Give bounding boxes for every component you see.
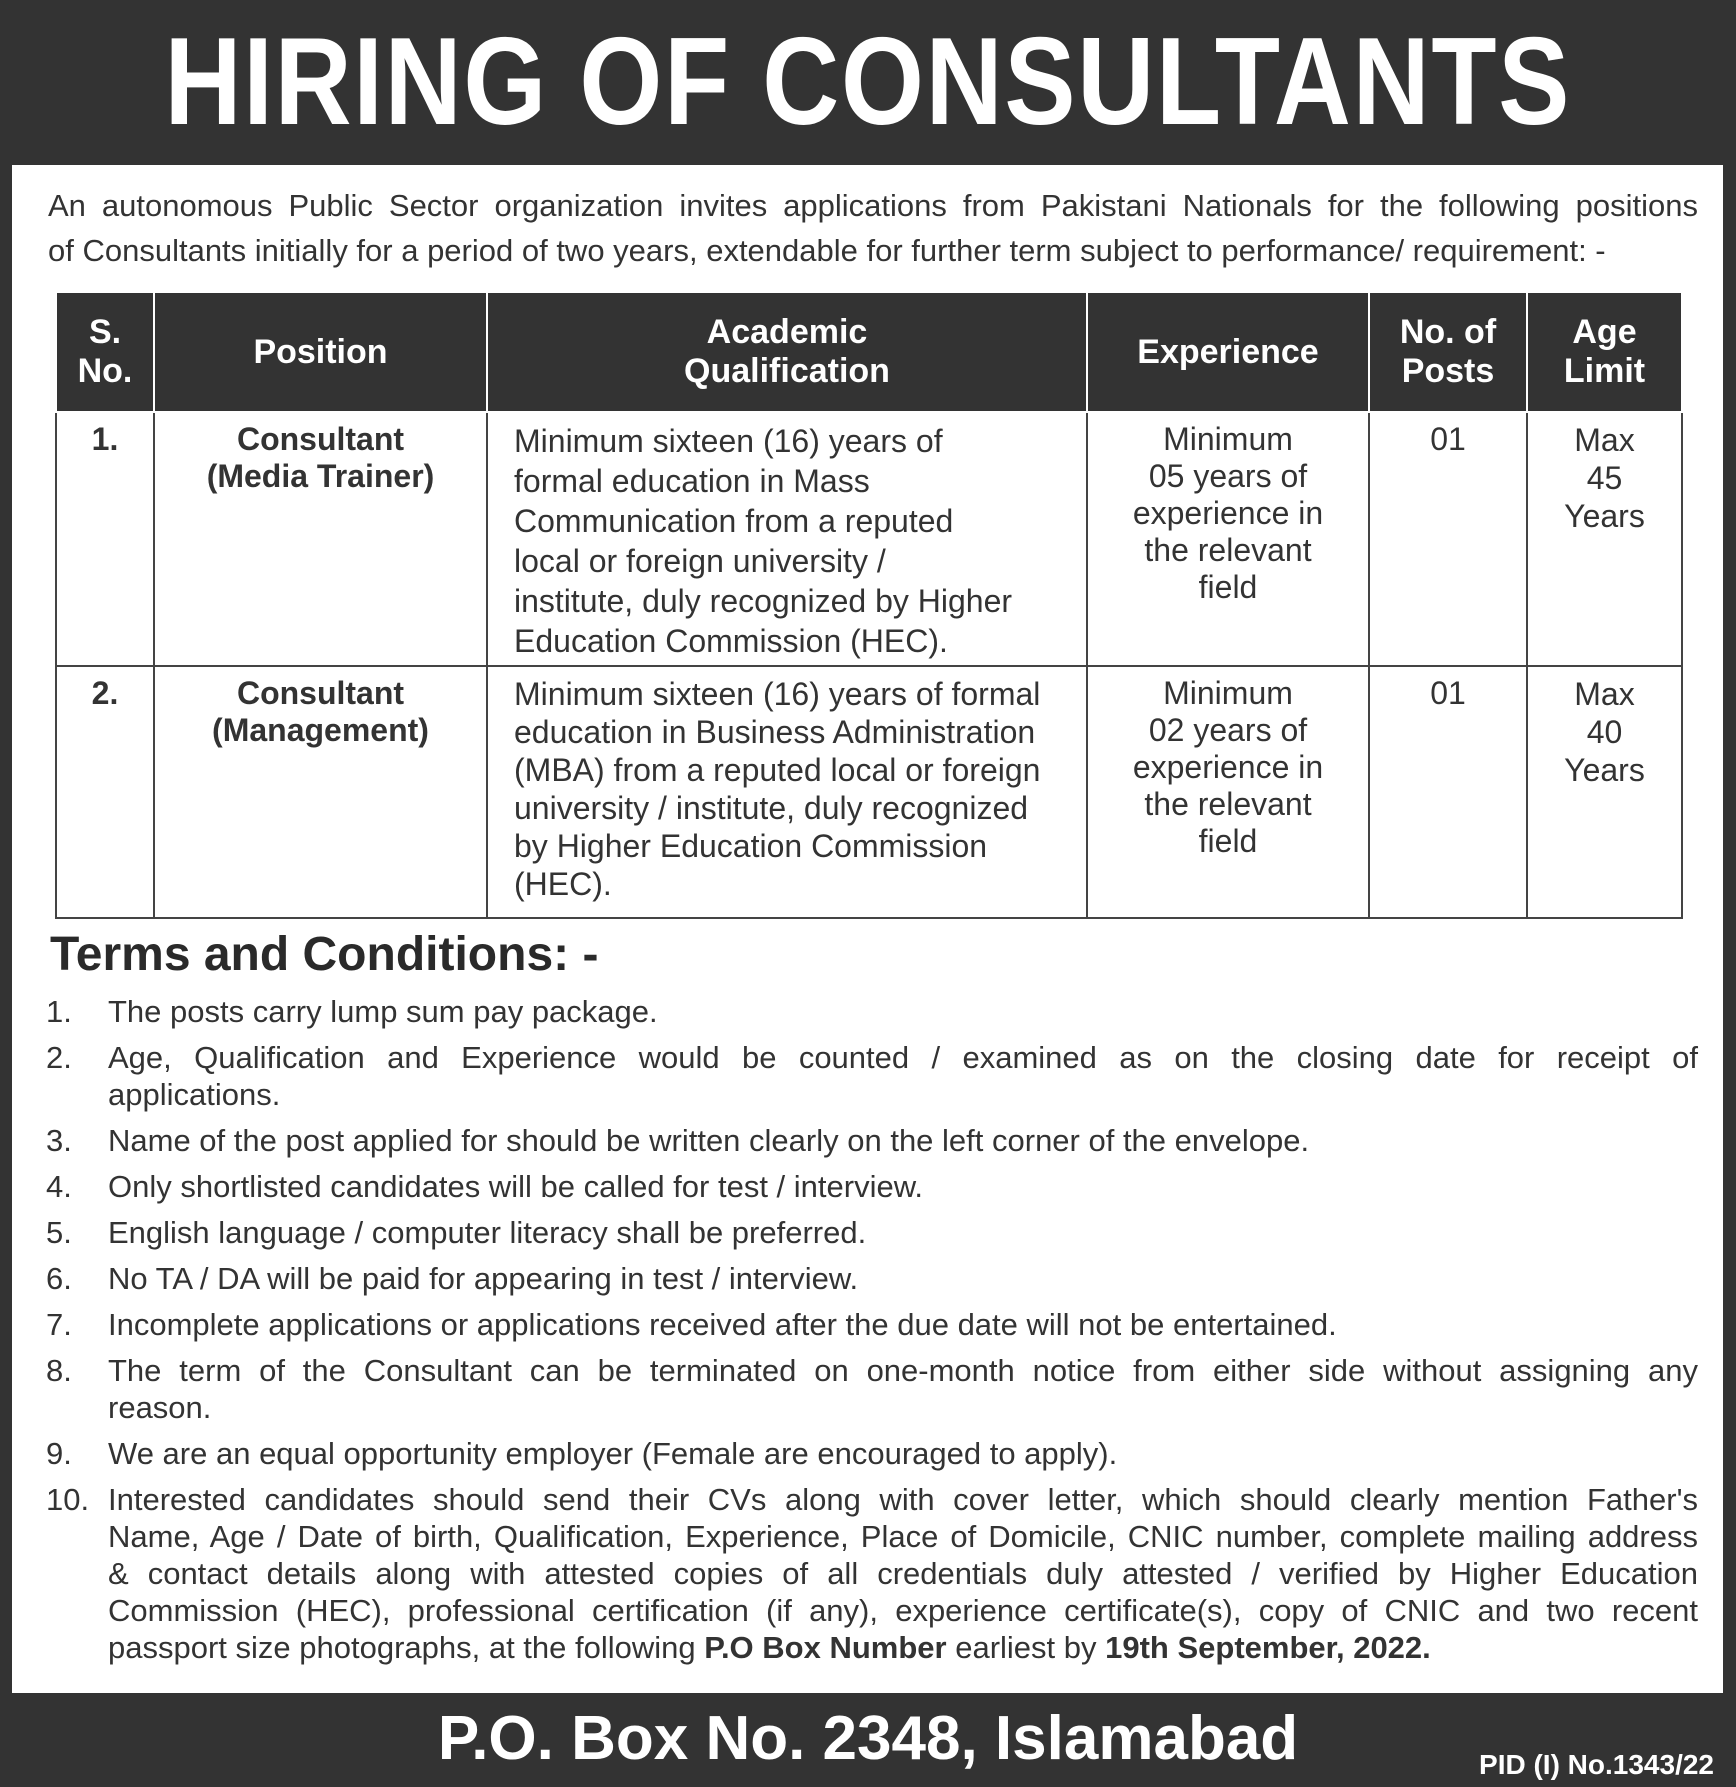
list-item: 3. Name of the post applied for should be written clearly on the left corner of the envelope. (46, 1123, 1310, 1158)
header-banner (0, 0, 1736, 163)
table-row (56, 412, 1682, 666)
table-header-row (56, 292, 1682, 412)
footer-banner (0, 1694, 1736, 1787)
cell-posts: 01 (1369, 412, 1527, 666)
list-item: 1. The posts carry lump sum pay package. (46, 994, 658, 1029)
page-title: HIRING OF CONSULTANTS (164, 12, 1572, 151)
list-item: 4. Only shortlisted candidates will be called for test / interview. (46, 1169, 923, 1204)
cell-sno: 2. (56, 666, 154, 918)
positions-table (55, 291, 1683, 919)
cell-qualification: Minimum sixteen (16) years of formal education in Mass Communication from a reputed local or foreign university / institute, duly recognized by Higher Education Commission (HEC). (487, 412, 1087, 666)
header-sno: S. No. (56, 292, 154, 412)
list-item: 6. No TA / DA will be paid for appearing in test / interview. (46, 1261, 859, 1296)
cell-position: Consultant (Management) (154, 666, 487, 918)
intro-paragraph (48, 183, 1698, 273)
cell-age: Max 45 Years (1527, 412, 1682, 666)
list-item: 9. We are an equal opportunity employer (Female are encouraged to apply). (46, 1436, 1118, 1471)
table-row (56, 666, 1682, 918)
list-item: 5. English language / computer literacy shall be preferred. (46, 1215, 867, 1250)
postal-address: P.O. Box No. 2348, Islamabad (437, 1704, 1299, 1773)
list-item: 2. Age, Qualification and Experience would be counted / examined as on the closing date for receipt of applications. (46, 1040, 1698, 1112)
cell-posts: 01 (1369, 666, 1527, 918)
list-item: 10. Interested candidates should send their CVs along with cover letter, which should clearly mention Father's Name, Age / Date of birth, Qualification, Experience, Place of Domicile, CNIC number, complete mailing address & contact details along with attested copies of all credentials duly attested / verified by Higher Education Commission (HEC), professional certification (if any), experience certificate(s), copy of CNIC and two recent passport size photographs, at the following P.O Box Number earliest by 19th September, 2022. (46, 1482, 1698, 1665)
header-qualification: Academic Qualification (487, 292, 1087, 412)
list-item: 8. The term of the Consultant can be terminated on one-month notice from either side without assigning any reason. (46, 1353, 1698, 1425)
header-experience: Experience (1087, 292, 1369, 412)
pid-number: PID (I) No.1343/22 (1479, 1749, 1714, 1780)
po-box-emphasis: P.O Box Number (704, 1630, 947, 1665)
cell-age: Max 40 Years (1527, 666, 1682, 918)
header-age: Age Limit (1527, 292, 1682, 412)
cell-sno: 1. (56, 412, 154, 666)
cell-qualification: Minimum sixteen (16) years of formal education in Business Administration (MBA) from a reputed local or foreign university / institute, duly recognized by Higher Education Commission (HEC). (487, 666, 1087, 918)
deadline-date: 19th September, 2022. (1105, 1630, 1431, 1665)
intro-line: of Consultants initially for a period of two years, extendable for further term subject to performance/ requirement: - (48, 233, 1606, 268)
cell-experience: Minimum 05 years of experience in the relevant field (1087, 412, 1369, 666)
header-posts: No. of Posts (1369, 292, 1527, 412)
header-position: Position (154, 292, 487, 412)
terms-list (46, 993, 1698, 1675)
cell-experience: Minimum 02 years of experience in the relevant field (1087, 666, 1369, 918)
terms-heading: Terms and Conditions: - (50, 928, 599, 981)
list-item: 7. Incomplete applications or applications received after the due date will not be entertained. (46, 1307, 1337, 1342)
content-panel (12, 165, 1723, 1693)
cell-position: Consultant (Media Trainer) (154, 412, 487, 666)
intro-line: An autonomous Public Sector organization invites applications from Pakistani Nationals for the following positions (48, 188, 1698, 223)
